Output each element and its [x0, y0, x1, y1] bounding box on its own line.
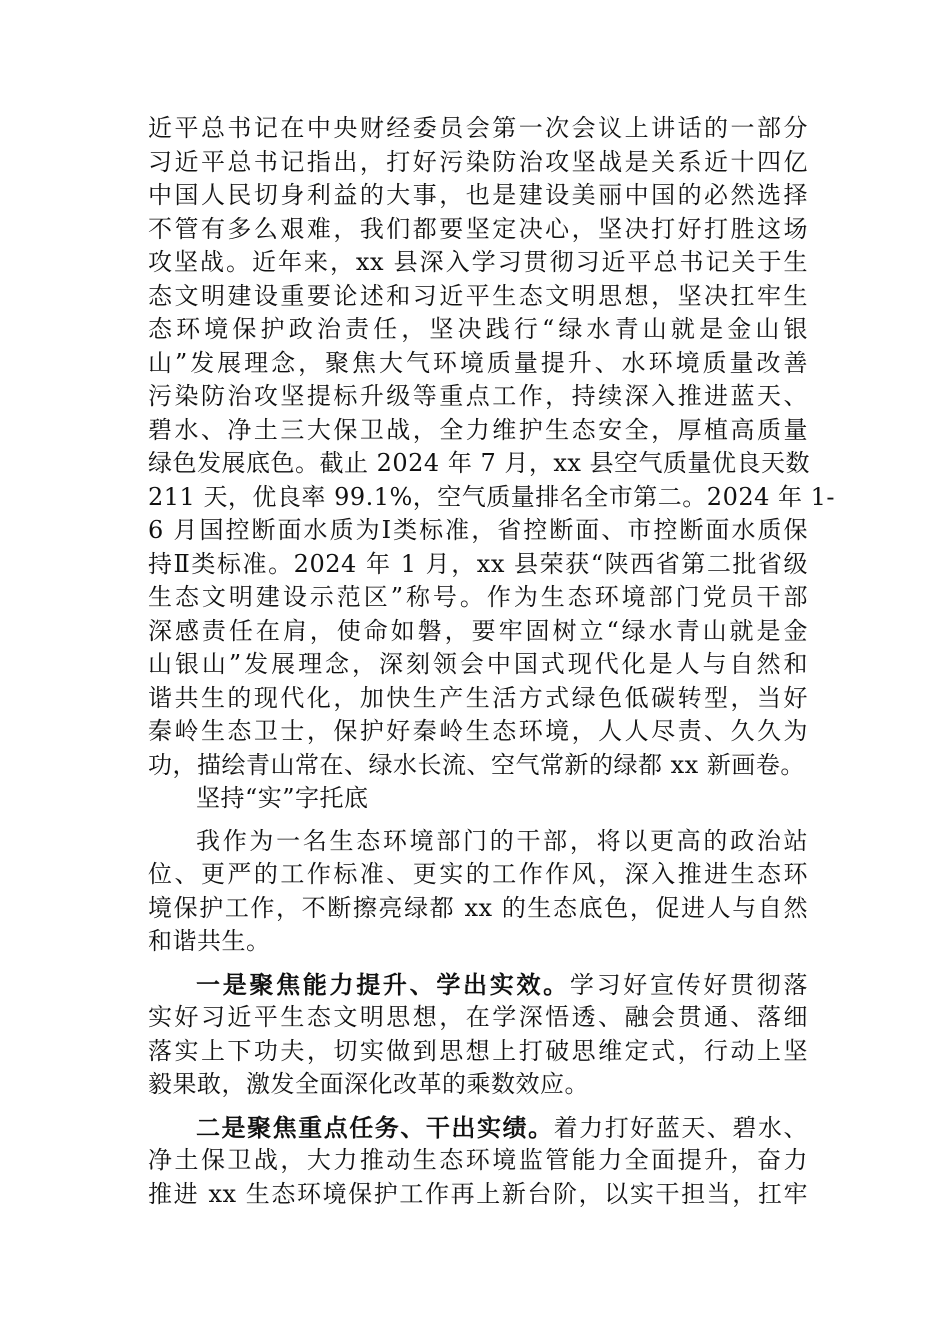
- spacer: [148, 959, 808, 968]
- point-1-first-line: [148, 968, 808, 1002]
- paragraph-1-line: 攻坚战。近年来，xx 县深入学习贯彻习近平总书记关于生: [148, 248, 808, 276]
- paragraph-1-line: 6 月国控断面水质为Ⅰ类标准，省控断面、市控断面水质保: [148, 516, 808, 544]
- paragraph-1-line: 近平总书记在中央财经委员会第一次会议上讲话的一部分: [148, 114, 808, 142]
- document-page: [148, 112, 836, 1211]
- paragraph-2-line: 我作为一名生态环境部门的干部，将以更高的政治站: [196, 826, 808, 855]
- point-2-title: 二是聚焦重点任务、干出实绩。: [196, 1112, 554, 1142]
- paragraph-1-line: 不管有多么艰难，我们都要坚定决心，坚决打好打胜这场: [148, 214, 808, 243]
- paragraph-2-line: 和谐共生。: [148, 927, 271, 955]
- point-1-line: 落实上下功夫，切实做到思想上打破思维定式，行动上坚: [148, 1036, 808, 1065]
- paragraph-1-line: 谐共生的现代化，加快生产生活方式绿色低碳转型，当好: [148, 683, 808, 712]
- paragraph-1-line: 态环境保护政治责任，坚决践行“绿水青山就是金山银: [148, 315, 808, 343]
- paragraph-2: [148, 825, 808, 959]
- section-heading: 坚持“实”字托底: [196, 784, 369, 812]
- paragraph-1-line: 绿色发展底色。截止 2024 年 7 月，xx 县空气质量优良天数: [148, 449, 811, 477]
- spacer: [148, 816, 808, 825]
- paragraph-1-line: 秦岭生态卫士，保护好秦岭生态环境，人人尽责、久久为: [148, 717, 808, 745]
- paragraph-1-line: 污染防治攻坚提标升级等重点工作，持续深入推进蓝天、: [148, 382, 808, 410]
- point-1-paragraph: [148, 968, 808, 1102]
- paragraph-2-line: 境保护工作，不断擦亮绿都 xx 的生态底色，促进人与自然: [148, 893, 808, 922]
- paragraph-1-line: 山银山”发展理念，深刻领会中国式现代化是人与自然和: [148, 650, 808, 678]
- paragraph-1-line: 持Ⅱ类标准。2024 年 1 月，xx 县荣获“陕西省第二批省级: [148, 549, 808, 578]
- paragraph-2-line: 位、更严的工作标准、更实的工作作风，深入推进生态环: [148, 860, 808, 888]
- paragraph-1: [148, 112, 836, 782]
- paragraph-1-line: 中国人民切身利益的大事，也是建设美丽中国的必然选择: [148, 181, 808, 209]
- point-1-line: 实好习近平生态文明思想，在学深悟透、融会贯通、落细: [148, 1003, 808, 1031]
- point-1-first-text: 学习好宣传好贯彻落: [569, 970, 809, 999]
- paragraph-1-line: 山”发展理念，聚焦大气环境质量提升、水环境质量改善: [148, 348, 808, 377]
- point-2-line: 推进 xx 生态环境保护工作再上新台阶，以实干担当，扛牢: [148, 1179, 808, 1208]
- point-1-title: 一是聚焦能力提升、学出实效。: [196, 969, 570, 999]
- paragraph-1-line: 碧水、净土三大保卫战，全力维护生态安全，厚植高质量: [148, 415, 808, 444]
- point-2-paragraph: [148, 1111, 808, 1212]
- paragraph-1-line: 211 天，优良率 99.1%，空气质量排名全市第二。2024 年 1-: [148, 482, 836, 511]
- point-2-line: 净土保卫战，大力推动生态环境监管能力全面提升，奋力: [148, 1146, 808, 1174]
- paragraph-1-line: 深感责任在肩，使命如磐，要牢固树立“绿水青山就是金: [148, 616, 808, 645]
- paragraph-1-line: 功，描绘青山常在、绿水长流、空气常新的绿都 xx 新画卷。: [148, 750, 805, 779]
- paragraph-1-line: 习近平总书记指出，打好污染防治攻坚战是关系近十四亿: [148, 147, 808, 176]
- point-1-line: 毅果敢，激发全面深化改革的乘数效应。: [148, 1070, 589, 1098]
- paragraph-1-line: 生态文明建设示范区”称号。作为生态环境部门党员干部: [148, 583, 808, 611]
- point-2-first-text: 着力打好蓝天、碧水、: [553, 1113, 808, 1142]
- point-2-first-line: [148, 1111, 808, 1145]
- spacer: [148, 1102, 808, 1111]
- paragraph-1-line: 态文明建设重要论述和习近平生态文明思想，坚决扛牢生: [148, 281, 808, 310]
